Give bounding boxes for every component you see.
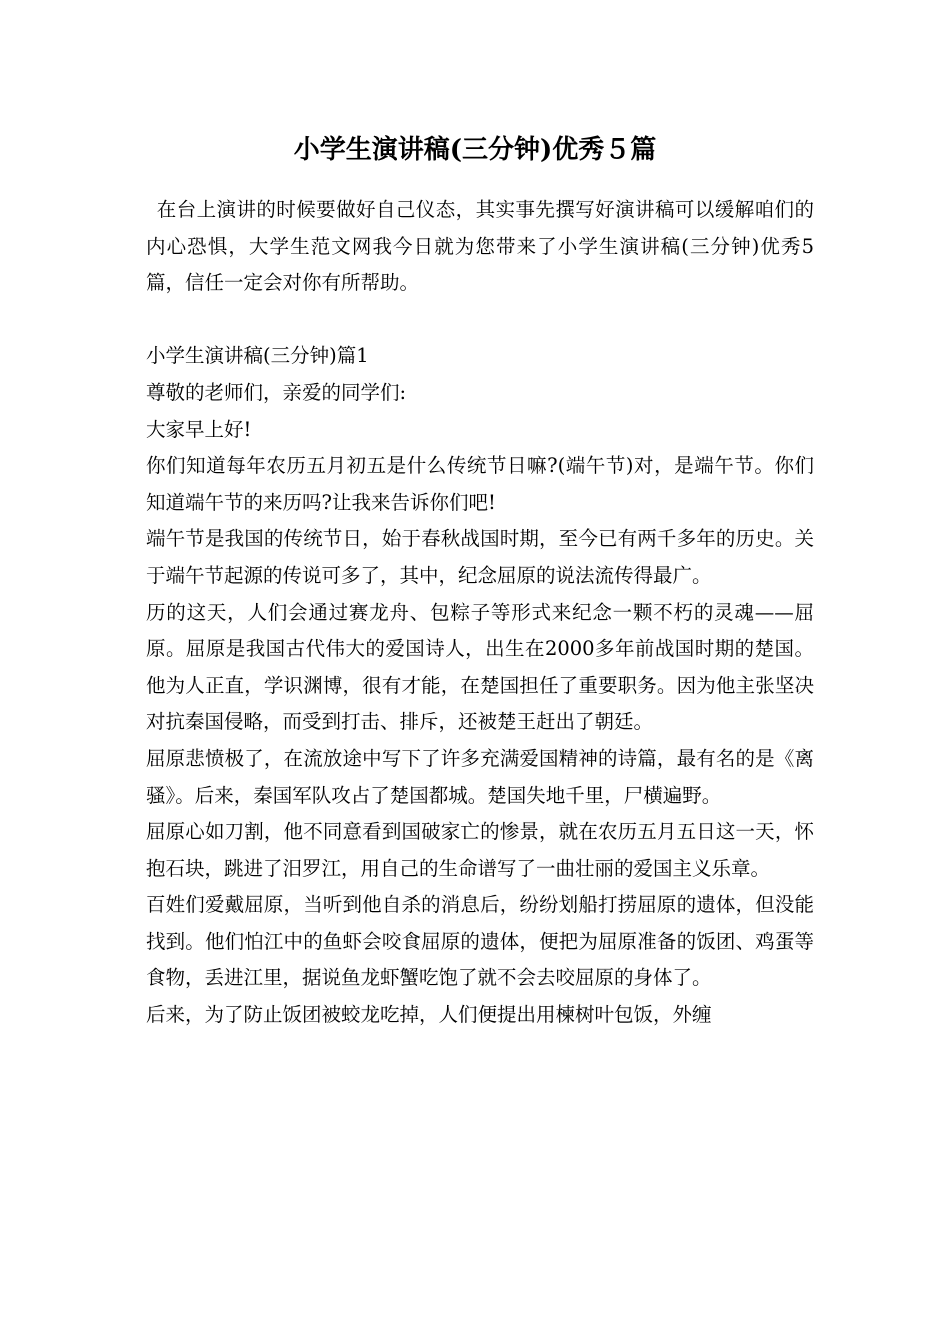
body-paragraph: 屈原悲愤极了，在流放途中写下了许多充满爱国精神的诗篇，最有名的是《离骚》。后来，秦国军队攻占了楚国都城。楚国失地千里，尸横遍野。 [146, 746, 814, 807]
body-paragraph: 百姓们爱戴屈原，当听到他自杀的消息后，纷纷划船打捞屈原的遗体，但没能找到。他们怕江中的鱼虾会咬食屈原的遗体，便把为屈原准备的饭团、鸡蛋等食物，丢进江里，据说鱼龙虾蟹吃饱了就不会去咬屈原的身体了。 [146, 893, 814, 990]
section-heading: 小学生演讲稿(三分钟)篇1 [146, 344, 369, 368]
body-paragraph: 历的这天，人们会通过赛龙舟、包粽子等形式来纪念一颗不朽的灵魂——屈原。屈原是我国古代伟大的爱国诗人，出生在2000多年前战国时期的楚国。他为人正直，学识渊博，很有才能，在楚国担任了重要职务。因为他主张坚决对抗秦国侵略，而受到打击、排斥，还被楚王赶出了朝廷。 [146, 600, 814, 734]
body-paragraph: 屈原心如刀割，他不同意看到国破家亡的惨景，就在农历五月五日这一天，怀抱石块，跳进了汨罗江，用自己的生命谱写了一曲壮丽的爱国主义乐章。 [146, 820, 814, 880]
intro-paragraph: 在台上演讲的时候要做好自己仪态，其实事先撰写好演讲稿可以缓解咱们的内心恐惧，大学生范文网我今日就为您带来了小学生演讲稿(三分钟)优秀5篇，信任一定会对你有所帮助。 [146, 198, 814, 295]
body-paragraph: 端午节是我国的传统节日，始于春秋战国时期，至今已有两千多年的历史。关于端午节起源的传说可多了，其中，纪念屈原的说法流传得最广。 [146, 527, 814, 587]
paragraph-gap [146, 302, 814, 339]
body-paragraph: 尊敬的老师们，亲爱的同学们: [146, 380, 407, 404]
body-paragraph: 你们知道每年农历五月初五是什么传统节日嘛?(端午节)对，是端午节。你们知道端午节的来历吗?让我来告诉你们吧! [146, 454, 814, 514]
body-paragraph: 大家早上好! [146, 417, 252, 441]
document-body [146, 192, 814, 1034]
document-title: 小学生演讲稿(三分钟)优秀５篇 [293, 135, 657, 165]
body-paragraph: 后来，为了防止饭团被蛟龙吃掉，人们便提出用楝树叶包饭，外缠 [146, 1003, 712, 1027]
